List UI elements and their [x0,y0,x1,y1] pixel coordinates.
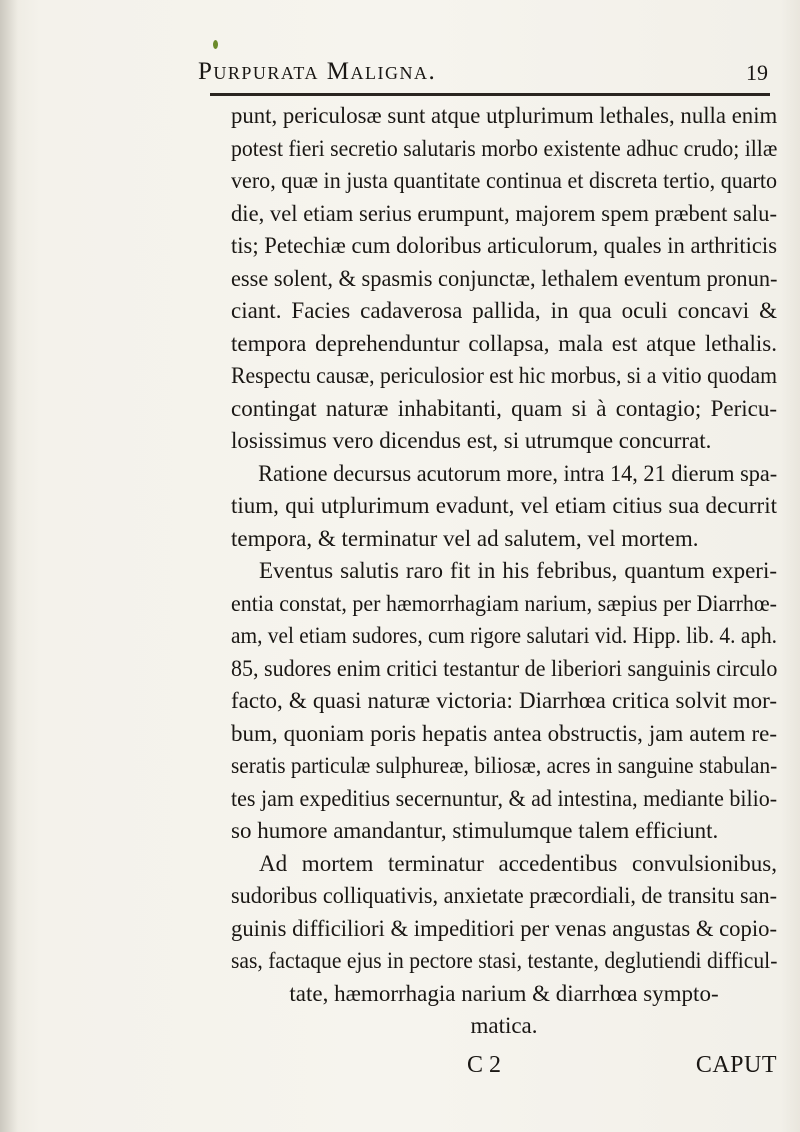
text-line: Ratione decursus acutorum more, intra 14, 21 dierum spa- [258,460,778,486]
text-line: Respectu causæ, periculosior est hic morbus, si a vitio quodam [231,363,778,388]
text-line: esse solent, & spasmis conjunctæ, lethalem eventum pronun- [231,265,778,291]
text-line: losissimus vero dicendus est, si utrumque concurrat. [231,428,712,453]
running-title: Purpurata Maligna. [198,58,437,85]
text-line: tempora deprehenduntur collapsa, mala est atque lethalis. [231,330,777,356]
ink-speck [213,40,218,49]
gutter-shadow [0,0,18,1132]
text-line: Ad mortem terminatur accedentibus convulsionibus, [259,850,777,876]
text-line: tis; Petechiæ cum doloribus articulorum, quales in arthriticis [231,233,777,258]
text-line: tes jam expeditius secernuntur, & ad intestina, mediante bilio- [231,785,778,811]
page-footer [231,1052,777,1092]
text-line: punt, periculosæ sunt atque utplurimum lethales, nulla enim [231,103,778,128]
text-line: 85, sudores enim critici testantur de liberiori sanguinis circulo [231,655,778,681]
text-line: bum, quoniam poris hepatis antea obstructis, jam autem re- [231,720,777,746]
text-line: potest fieri secretio salutaris morbo existente adhuc crudo; illæ [231,135,778,161]
text-line: so humore amandantur, stimulumque talem efficiunt. [231,818,719,843]
catchword: CAPUT [695,1052,777,1078]
text-line: sudoribus colliquativis, anxietate præcordiali, de transitu san- [231,883,777,908]
text-line: facto, & quasi naturæ victoria: Diarrhœa critica solvit mor- [231,688,777,713]
text-line: tate, hæmorrhagia narium & diarrhœa sympto- [289,980,719,1006]
text-line: contingat naturæ inhabitanti, quam si à contagio; Pericu- [231,395,777,421]
text-line: tium, qui utplurimum evadunt, vel etiam citius sua decurrit [231,493,777,518]
text-line: matica. [470,1013,538,1038]
text-line: die, vel etiam serius erumpunt, majorem spem præbent salu- [231,200,777,226]
text-line: ciant. Facies cadaverosa pallida, in qua oculi concavi & [231,298,777,323]
text-line: guinis difficiliori & impeditiori per venas angustas & copio- [231,915,778,941]
text-line: seratis particulæ sulphureæ, biliosæ, acres in sanguine stabulan- [231,753,778,778]
signature-mark: C 2 [467,1052,502,1078]
text-line: vero, quæ in justa quantitate continua et discreta tertio, quarto [231,168,778,193]
body-text [231,100,777,1043]
text-line: tempora, & terminatur vel ad salutem, vel mortem. [231,525,699,551]
page-number: 19 [746,60,768,85]
text-line: am, vel etiam sudores, cum rigore salutari vid. Hipp. lib. 4. aph. [231,623,777,648]
text-line: Eventus salutis raro fit in his febribus, quantum experi- [259,558,777,583]
text-line: sas, factaque ejus in pectore stasi, testante, deglutiendi difficul- [231,948,778,973]
header-rule [210,93,770,96]
page-header [198,58,768,92]
text-line: entia constat, per hæmorrhagiam narium, sæpius per Diarrhœ- [231,590,777,616]
